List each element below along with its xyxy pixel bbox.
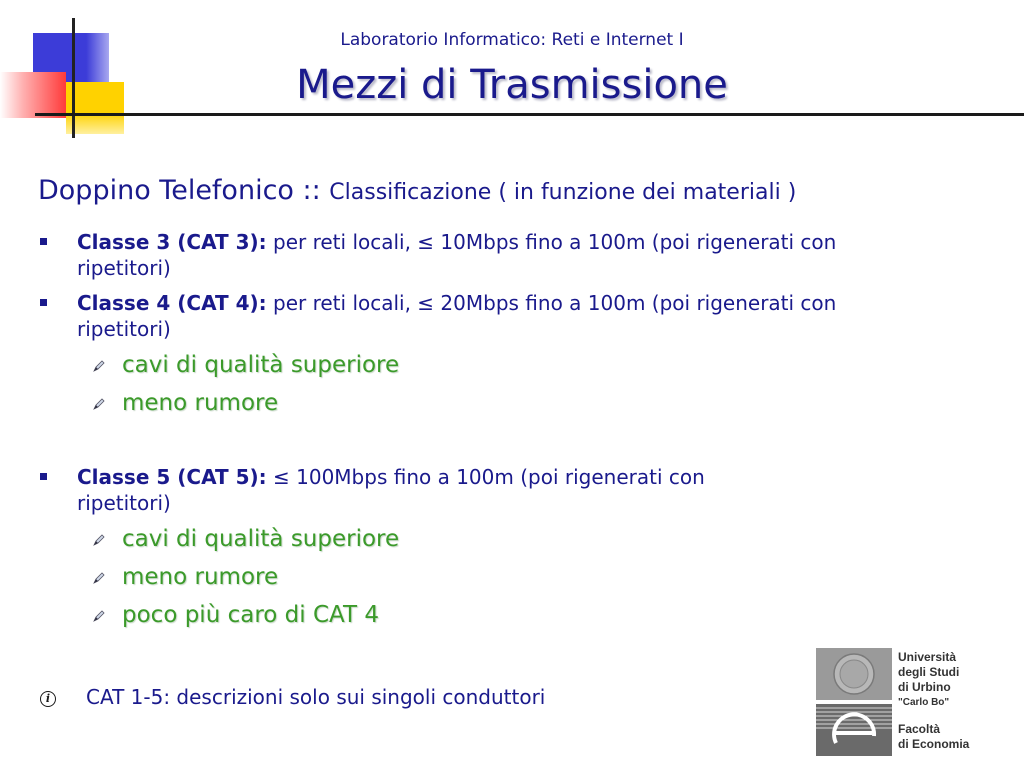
sub-item-text: meno rumore (122, 390, 279, 416)
sub-list-item (93, 352, 399, 378)
pen-bullet-icon (93, 572, 105, 584)
square-bullet-icon (40, 473, 47, 480)
slide-title: Mezzi di Trasmissione (296, 62, 728, 108)
pen-bullet-icon (93, 534, 105, 546)
logo-text-faculty: Facoltà di Economia (898, 722, 970, 751)
section-heading-sub: Classificazione ( in funzione dei materiali ) (329, 180, 797, 205)
sub-list-item (93, 390, 278, 416)
sub-list-item (93, 526, 399, 552)
sub-item-text: cavi di qualità superiore (122, 352, 400, 378)
sub-item-text: poco più caro di CAT 4 (122, 602, 379, 628)
square-bullet-icon (40, 238, 47, 245)
pen-bullet-icon (93, 360, 105, 372)
item-label: Classe 3 (CAT 3): (77, 230, 267, 254)
info-icon: i (40, 691, 56, 707)
list-item (40, 229, 900, 281)
item-text: per reti locali, ≤ 10Mbps fino a 100m (poi rigenerati con ripetitori) (77, 230, 837, 280)
info-note (40, 685, 545, 709)
logo-text-university: Università degli Studi di Urbino "Carlo Bo" (898, 650, 960, 708)
square-bullet-icon (40, 299, 47, 306)
pen-bullet-icon (93, 398, 105, 410)
sub-item-text: meno rumore (122, 564, 279, 590)
sub-item-text: cavi di qualità superiore (122, 526, 400, 552)
pen-bullet-icon (93, 610, 105, 622)
item-label: Classe 4 (CAT 4): (77, 291, 267, 315)
header-divider (35, 113, 1024, 116)
item-text: per reti locali, ≤ 20Mbps fino a 100m (poi rigenerati con ripetitori) (77, 291, 837, 341)
list-item (40, 290, 900, 342)
slide-subtitle: Laboratorio Informatico: Reti e Internet I (340, 30, 684, 50)
sub-list-item (93, 602, 379, 628)
list-item (40, 464, 900, 516)
item-label: Classe 5 (CAT 5): (77, 465, 267, 489)
section-heading (38, 175, 796, 206)
sub-list-item (93, 564, 278, 590)
item-text: ≤ 100Mbps fino a 100m (poi rigenerati con ripetitori) (77, 465, 705, 515)
note-text: CAT 1-5: descrizioni solo sui singoli conduttori (86, 685, 546, 709)
section-heading-main: Doppino Telefonico :: (38, 175, 330, 206)
